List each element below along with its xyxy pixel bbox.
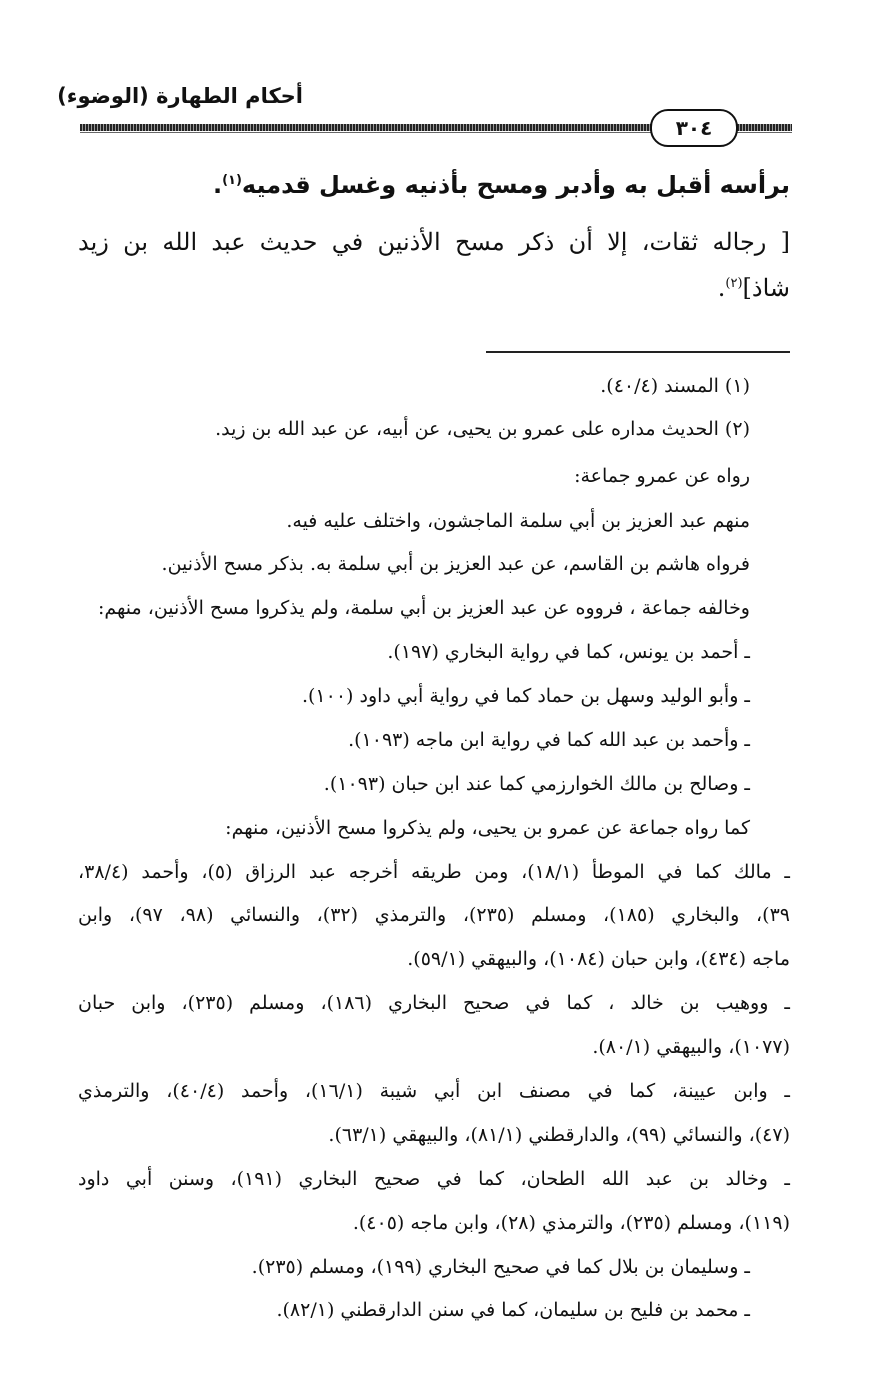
footnote-line: ـ وأحمد بن عبد الله كما في رواية ابن ماجه (١٠٩٣). [348, 729, 750, 751]
footnote-line: ـ وابن عيينة، كما في مصنف ابن أبي شيبة (١٦/١)، وأحمد (٤٠/٤)، والترمذي [78, 1080, 790, 1102]
footnote-line: وخالفه جماعة ، فرووه عن عبد العزيز بن أبي سلمة، ولم يذكروا مسح الأذنين، منهم: [97, 597, 750, 619]
footnote-line: (٤٧)، والنسائي (٩٩)، والدارقطني (٨١/١)، والبيهقي (٦٣/١). [328, 1124, 790, 1146]
footnote-line: فرواه هاشم بن القاسم، عن عبد العزيز بن أبي سلمة به. بذكر مسح الأذنين. [161, 553, 750, 575]
footnote-line: (١١٩)، ومسلم (٢٣٥)، والترمذي (٢٨)، وابن ماجه (٤٠٥). [352, 1212, 790, 1234]
footnote-line: منهم عبد العزيز بن أبي سلمة الماجشون، واختلف عليه فيه. [286, 510, 750, 532]
main-text-line-3 [78, 268, 790, 308]
footnote-line: (١) المسند (٤٠/٤). [600, 375, 750, 397]
footnote-line: (١٠٧٧)، والبيهقي (٨٠/١). [592, 1036, 790, 1058]
running-title: أحكام الطهارة (الوضوء) [57, 84, 303, 108]
main-text-line-2: [ رجاله ثقات، إلا أن ذكر مسح الأذنين في حديث عبد الله بن زيد [78, 228, 790, 256]
footnote-line: ـ محمد بن فليح بن سليمان، كما في سنن الدارقطني (٨٢/١). [276, 1299, 750, 1321]
footnote-separator [486, 351, 790, 353]
footnote-line: ـ أحمد بن يونس، كما في رواية البخاري (١٩٧). [387, 641, 750, 663]
footnote-line: كما رواه جماعة عن عمرو بن يحيى، ولم يذكروا مسح الأذنين، منهم: [225, 817, 750, 839]
footnote-line: ـ وصالح بن مالك الخوارزمي كما عند ابن حبان (١٠٩٣). [323, 773, 750, 795]
footnote-ref-1: (١) [222, 173, 242, 188]
footnote-ref-2: (٢) [725, 276, 743, 291]
footnote-line: ٣٩)، والبخاري (١٨٥)، ومسلم (٢٣٥)، والترمذي (٣٢)، والنسائي (٩٨، ٩٧)، وابن [78, 904, 790, 926]
footnote-line: ـ وأبو الوليد وسهل بن حماد كما في رواية أبي داود (١٠٠). [301, 685, 750, 707]
main-text-line-1-body: برأسه أقبل به وأدبر ومسح بأذنيه وغسل قدميه [241, 171, 790, 199]
footnote-line: رواه عن عمرو جماعة: [574, 465, 750, 487]
main-text-line-1 [78, 165, 790, 205]
main-text-line-1-end: . [212, 171, 223, 199]
page-number: ٣٠٤ [650, 109, 738, 147]
footnote-line: (٢) الحديث مداره على عمرو بن يحيى، عن أبيه، عن عبد الله بن زيد. [215, 418, 750, 440]
footnote-line: ـ ووهيب بن خالد ، كما في صحيح البخاري (١٨٦)، ومسلم (٢٣٥)، وابن حبان [78, 992, 791, 1014]
footnote-line: ـ مالك كما في الموطأ (١٨/١)، ومن طريقه أخرجه عبد الرزاق (٥)، وأحمد (٣٨/٤، [78, 861, 790, 883]
footnote-line: ـ وسليمان بن بلال كما في صحيح البخاري (١٩٩)، ومسلم (٢٣٥). [251, 1256, 750, 1278]
footnote-line: ـ وخالد بن عبد الله الطحان، كما في صحيح البخاري (١٩١)، وسنن أبي داود [78, 1168, 790, 1190]
main-text-line-3-body: شاذ] [742, 274, 790, 302]
main-text-line-3-end: . [717, 274, 726, 302]
footnote-line: ماجه (٤٣٤)، وابن حبان (١٠٨٤)، والبيهقي (٥٩/١). [407, 948, 790, 970]
